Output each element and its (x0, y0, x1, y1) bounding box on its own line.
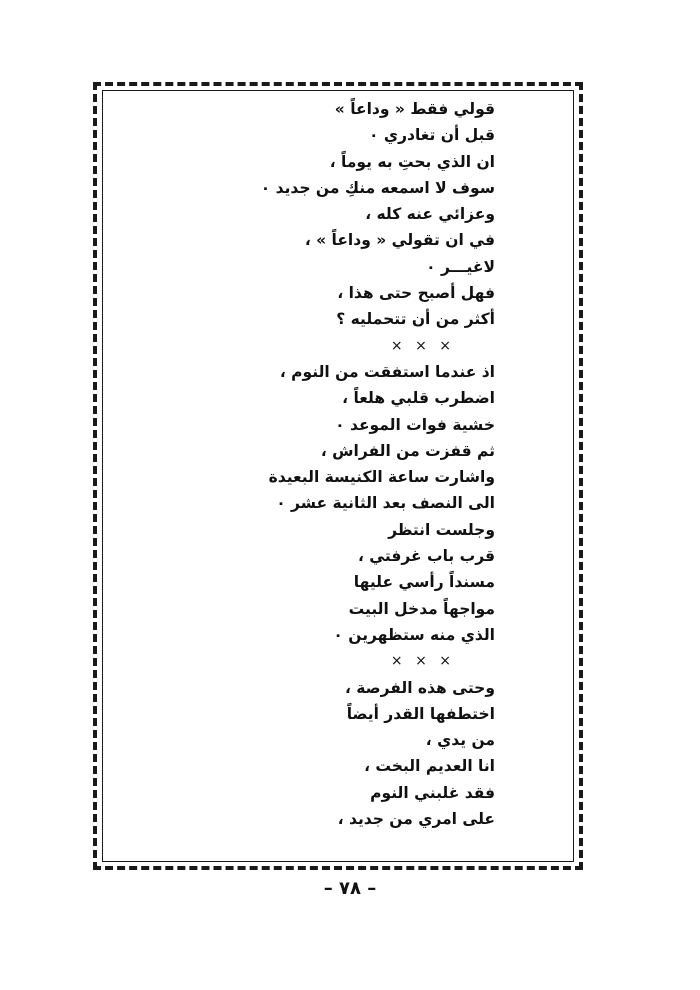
stanza-separator: × × × (390, 337, 455, 354)
poem-line: من يدي ، (425, 731, 495, 750)
poem-line: على امري من جديد ، (337, 810, 495, 829)
poem-line: خشية فوات الموعد ٠ (335, 415, 495, 434)
poem-line: وجلست انتظر (388, 520, 495, 539)
poem-line: مسنداً رأسي عليها (353, 573, 495, 592)
stanza-separator: × × × (390, 653, 455, 670)
poem-line: مواجهاً مدخل البيت (348, 599, 495, 618)
poem-line: الى النصف بعد الثانية عشر ٠ (276, 494, 495, 513)
page-number: – ٧٨ – (323, 878, 377, 899)
poem-line: لاغيـــر ٠ (426, 257, 495, 276)
poem-line: فهل أصبح حتى هذا ، (337, 284, 495, 303)
poem-line: قرب باب غرفتي ، (357, 547, 495, 566)
poem-line: اذ عندما استفقت من النوم ، (279, 362, 495, 381)
poem-line: وحتى هذه الفرصة ، (344, 678, 495, 697)
poem-text (195, 96, 495, 832)
poem-line: الذي منه ستظهرين ٠ (333, 625, 495, 644)
poem-line: اختطفها القدر أيضاً (346, 704, 495, 723)
poem-line: ثم قفزت من الفراش ، (320, 441, 495, 460)
poem-line: سوف لا اسمعه منكِ من جديد ٠ (260, 178, 495, 197)
poem-line: وعزائي عنه كله ، (365, 205, 495, 224)
poem-line: انا العديم البخت ، (364, 757, 495, 776)
poem-line: قبل أن تغادري ٠ (369, 126, 495, 145)
poem-line: أكثر من أن تتحمليه ؟ (336, 310, 495, 329)
poem-line: واشارت ساعة الكنيسة البعيدة (268, 468, 495, 487)
poem-line: في ان تقولي « وداعاً » ، (304, 231, 495, 250)
poem-line: اضطرب قلبي هلعاً ، (342, 389, 495, 408)
poem-line: ان الذي بحتِ به يوماً ، (329, 152, 495, 171)
poem-line: فقد غلبني النوم (370, 783, 495, 802)
poem-line: قولي فقط « وداعاً » (334, 100, 495, 118)
